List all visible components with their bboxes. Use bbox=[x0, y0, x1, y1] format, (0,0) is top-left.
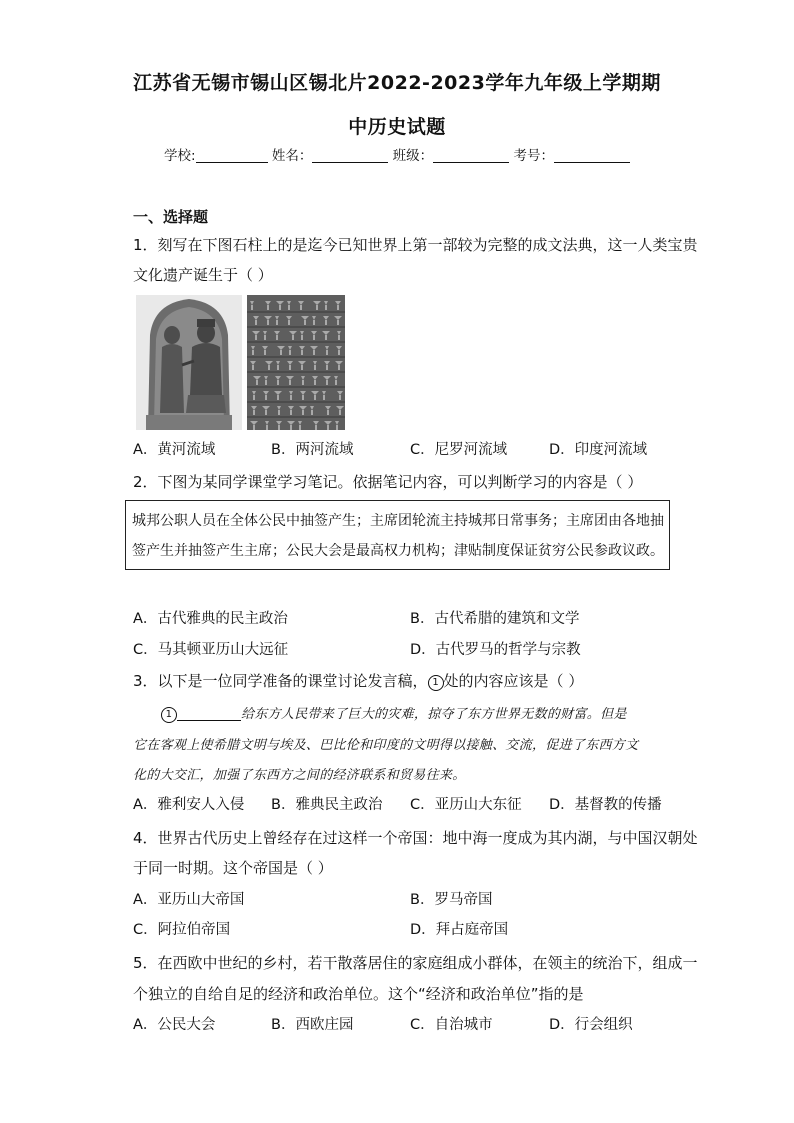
q5-option-d[interactable]: D．行会组织 bbox=[549, 1017, 633, 1033]
class-blank bbox=[433, 148, 509, 163]
name-label: 姓名： bbox=[271, 148, 313, 164]
q5-option-b[interactable]: B．西欧庄园 bbox=[271, 1017, 354, 1033]
q4-option-d[interactable]: D．拜占庭帝国 bbox=[410, 922, 509, 938]
q4-option-a[interactable]: A．亚历山大帝国 bbox=[133, 892, 245, 908]
q4-option-c[interactable]: C．阿拉伯帝国 bbox=[133, 922, 231, 938]
exam-number-blank bbox=[554, 148, 630, 163]
q3-option-a[interactable]: A．雅利安人入侵 bbox=[133, 797, 245, 813]
notes-line1: 城邦公职人员在全体公民中抽签产生；主席团轮流主持城邦日常事务；主席团由各地抽 bbox=[132, 513, 664, 529]
exam-title-line1: 江苏省无锡市锡山区锡北片2022-2023学年九年级上学期期 bbox=[133, 72, 661, 94]
school-label: 学校: bbox=[164, 148, 196, 164]
q2-option-c[interactable]: C．马其顿亚历山大远征 bbox=[133, 642, 289, 658]
cuneiform-inscription-image bbox=[247, 295, 345, 430]
section-heading: 一、选择题 bbox=[133, 208, 209, 226]
q5-option-c[interactable]: C．自治城市 bbox=[410, 1017, 493, 1033]
q3-option-b[interactable]: B．雅典民主政治 bbox=[271, 797, 383, 813]
q1-stem-line1: 1．刻写在下图石柱上的是迄今已知世界上第一部较为完整的成文法典，这一人类宝贵 bbox=[133, 236, 698, 254]
q3-option-c[interactable]: C．亚历山大东征 bbox=[410, 797, 522, 813]
q4-stem-line2: 于同一时期。这个帝国是（ ） bbox=[133, 859, 333, 877]
hammurabi-stele-image bbox=[136, 295, 242, 430]
q2-option-d[interactable]: D．古代罗马的哲学与宗教 bbox=[410, 642, 581, 658]
q3-quote-text1: 给东方人民带来了巨大的灾难，掠夺了东方世界无数的财富。但是 bbox=[241, 707, 627, 722]
q3-marker-circle: 1 bbox=[428, 675, 444, 691]
q5-stem-line2: 个独立的自给自足的经济和政治单位。这个“经济和政治单位”指的是 bbox=[133, 985, 584, 1003]
q3-stem-prefix: 3．以下是一位同学准备的课堂讨论发言稿， bbox=[133, 672, 428, 690]
q5-option-a[interactable]: A．公民大会 bbox=[133, 1017, 216, 1033]
q2-option-b[interactable]: B．古代希腊的建筑和文学 bbox=[410, 611, 580, 627]
q1-option-b[interactable]: B．两河流域 bbox=[271, 442, 354, 458]
q2-option-a[interactable]: A．古代雅典的民主政治 bbox=[133, 611, 288, 627]
q3-quote-line2: 它在客观上使希腊文明与埃及、巴比伦和印度的文明得以接触、交流，促进了东西方文 bbox=[133, 738, 639, 753]
exam-title-line2: 中历史试题 bbox=[348, 116, 446, 138]
q2-stem: 2．下图为某同学课堂学习笔记。依据笔记内容，可以判断学习的内容是（ ） bbox=[133, 473, 643, 491]
q3-quote-line3: 化的大交汇，加强了东西方之间的经济联系和贸易往来。 bbox=[133, 768, 466, 783]
q1-option-a[interactable]: A．黄河流域 bbox=[133, 442, 216, 458]
q5-stem-line1: 5．在西欧中世纪的乡村，若干散落居住的家庭组成小群体，在领主的统治下，组成一 bbox=[133, 954, 698, 972]
q3-option-d[interactable]: D．基督教的传播 bbox=[549, 797, 662, 813]
notes-line2: 签产生并抽签产生主席；公民大会是最高权力机构；津贴制度保证贫穷公民参政议政。 bbox=[132, 543, 664, 559]
q1-stem-line2: 文化遗产诞生于（ ） bbox=[133, 266, 273, 284]
q3-quote-marker: 1 bbox=[161, 707, 177, 723]
q4-option-b[interactable]: B．罗马帝国 bbox=[410, 892, 493, 908]
exam-number-label: 考号： bbox=[513, 148, 554, 164]
q3-stem bbox=[133, 671, 583, 691]
class-label: 班级： bbox=[392, 148, 434, 164]
q1-option-d[interactable]: D．印度河流域 bbox=[549, 442, 648, 458]
q3-stem-suffix: 处的内容应该是（ ） bbox=[443, 672, 584, 690]
q3-answer-blank bbox=[177, 706, 241, 721]
student-info-row bbox=[0, 144, 794, 164]
school-blank bbox=[196, 148, 268, 163]
q4-stem-line1: 4．世界古代历史上曾经存在过这样一个帝国：地中海一度成为其内湖，与中国汉朝处 bbox=[133, 829, 698, 847]
q1-option-c[interactable]: C．尼罗河流域 bbox=[410, 442, 508, 458]
study-notes-box bbox=[125, 500, 670, 570]
q3-quote-line1 bbox=[161, 703, 627, 723]
name-blank bbox=[312, 148, 388, 163]
